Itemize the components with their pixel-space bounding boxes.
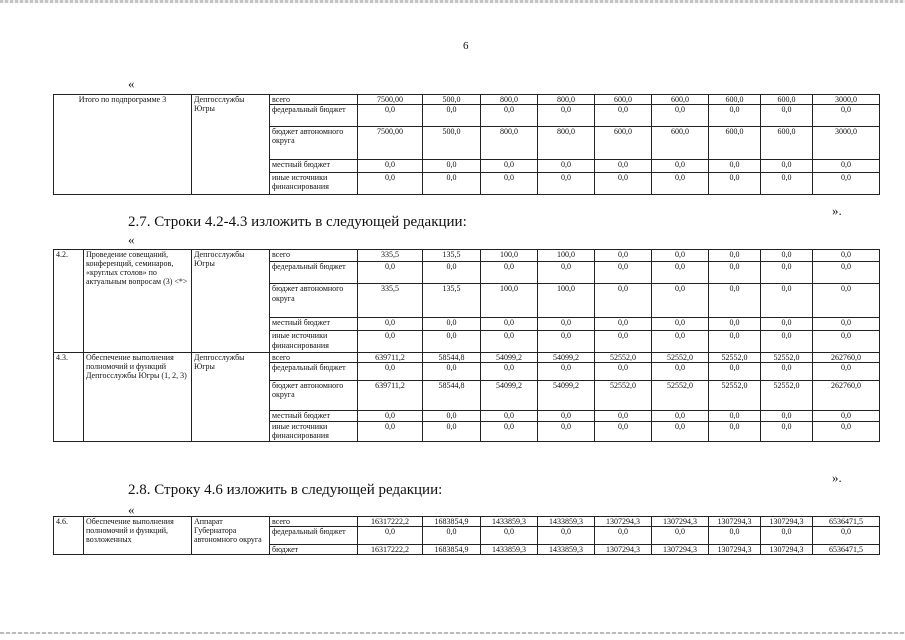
heading-2-7: 2.7. Строки 4.2-4.3 изложить в следующей редакции:	[128, 214, 467, 230]
scan-edge-top	[0, 0, 905, 3]
value-cell: 0,0	[358, 318, 423, 331]
table-row	[54, 250, 880, 262]
value-cell: 0,0	[481, 363, 538, 381]
funding-source: местный бюджет	[270, 411, 358, 422]
funding-source: федеральный бюджет	[270, 105, 358, 127]
value-cell: 1433859,3	[538, 517, 595, 527]
value-cell: 1307294,3	[709, 517, 761, 527]
value-cell: 0,0	[813, 331, 880, 353]
value-cell: 58544,8	[423, 353, 481, 363]
value-cell: 0,0	[652, 363, 709, 381]
value-cell: 0,0	[652, 331, 709, 353]
value-cell: 0,0	[813, 411, 880, 422]
scan-edge-bottom	[0, 632, 905, 634]
value-cell: 0,0	[595, 363, 652, 381]
value-cell: 0,0	[652, 527, 709, 545]
value-cell: 0,0	[761, 173, 813, 195]
value-cell: 0,0	[358, 422, 423, 442]
value-cell: 0,0	[709, 331, 761, 353]
value-cell: 0,0	[595, 173, 652, 195]
value-cell: 0,0	[709, 262, 761, 284]
value-cell: 0,0	[423, 173, 481, 195]
funding-source: иные источники финансирования	[270, 422, 358, 442]
funding-source: местный бюджет	[270, 160, 358, 173]
value-cell: 0,0	[709, 318, 761, 331]
value-cell: 1307294,3	[652, 517, 709, 527]
value-cell: 500,0	[423, 127, 481, 160]
value-cell: 0,0	[538, 363, 595, 381]
row-executor: Депгосслужбы Югры	[192, 353, 270, 442]
funding-source: местный бюджет	[270, 318, 358, 331]
value-cell: 0,0	[813, 105, 880, 127]
value-cell: 1307294,3	[709, 545, 761, 555]
value-cell: 100,0	[538, 284, 595, 318]
funding-source: бюджет автономного округа	[270, 284, 358, 318]
value-cell: 0,0	[481, 173, 538, 195]
quote-close-1: ».	[832, 203, 842, 218]
value-cell: 0,0	[652, 411, 709, 422]
value-cell: 0,0	[761, 160, 813, 173]
value-cell: 0,0	[481, 422, 538, 442]
value-cell: 0,0	[358, 262, 423, 284]
value-cell: 0,0	[709, 105, 761, 127]
funding-source: бюджет автономного округа	[270, 381, 358, 411]
value-cell: 600,0	[709, 127, 761, 160]
value-cell: 0,0	[423, 318, 481, 331]
value-cell: 100,0	[538, 250, 595, 262]
table-row	[54, 517, 880, 527]
value-cell: 0,0	[423, 262, 481, 284]
value-cell: 52552,0	[761, 353, 813, 363]
row-number: 4.2.	[54, 250, 84, 353]
value-cell: 0,0	[813, 527, 880, 545]
value-cell: 0,0	[652, 105, 709, 127]
value-cell: 0,0	[652, 318, 709, 331]
value-cell: 52552,0	[761, 381, 813, 411]
row-name: Итого по подпрограмме 3	[54, 95, 192, 195]
row-number: 4.6.	[54, 517, 84, 555]
value-cell: 0,0	[358, 411, 423, 422]
value-cell: 600,0	[652, 127, 709, 160]
value-cell: 0,0	[595, 331, 652, 353]
value-cell: 0,0	[481, 331, 538, 353]
value-cell: 0,0	[595, 411, 652, 422]
value-cell: 1433859,3	[481, 517, 538, 527]
value-cell: 600,0	[709, 95, 761, 105]
value-cell: 0,0	[652, 250, 709, 262]
value-cell: 0,0	[423, 160, 481, 173]
value-cell: 100,0	[481, 284, 538, 318]
value-cell: 0,0	[813, 422, 880, 442]
value-cell: 1433859,3	[538, 545, 595, 555]
funding-source: федеральный бюджет	[270, 262, 358, 284]
value-cell: 3000,0	[813, 95, 880, 105]
value-cell: 0,0	[423, 331, 481, 353]
value-cell: 1683854,9	[423, 545, 481, 555]
value-cell: 0,0	[813, 173, 880, 195]
value-cell: 0,0	[538, 262, 595, 284]
funding-source: бюджет автономного округа	[270, 127, 358, 160]
funding-source: иные источники финансирования	[270, 173, 358, 195]
value-cell: 262760,0	[813, 381, 880, 411]
value-cell: 100,0	[481, 250, 538, 262]
row-number: 4.3.	[54, 353, 84, 442]
value-cell: 0,0	[423, 105, 481, 127]
value-cell: 0,0	[761, 318, 813, 331]
value-cell: 800,0	[538, 127, 595, 160]
value-cell: 3000,0	[813, 127, 880, 160]
value-cell: 1307294,3	[761, 517, 813, 527]
value-cell: 52552,0	[595, 353, 652, 363]
value-cell: 52552,0	[709, 381, 761, 411]
value-cell: 6536471,5	[813, 545, 880, 555]
quote-close-2: ».	[832, 470, 842, 485]
value-cell: 0,0	[358, 363, 423, 381]
value-cell: 0,0	[709, 527, 761, 545]
funding-source: всего	[270, 95, 358, 105]
value-cell: 0,0	[358, 173, 423, 195]
page-number: 6	[463, 40, 469, 52]
value-cell: 0,0	[709, 363, 761, 381]
value-cell: 0,0	[595, 318, 652, 331]
row-name: Проведение совещаний, конференций, семинаров, «круглых столов» по актуальным вопросам (3) <*>	[84, 250, 192, 353]
value-cell: 0,0	[481, 160, 538, 173]
value-cell: 0,0	[761, 331, 813, 353]
value-cell: 0,0	[538, 318, 595, 331]
value-cell: 0,0	[358, 527, 423, 545]
row-executor: Аппарат Губернатора автономного округа	[192, 517, 270, 555]
funding-source: федеральный бюджет	[270, 363, 358, 381]
value-cell: 0,0	[761, 422, 813, 442]
value-cell: 0,0	[813, 318, 880, 331]
value-cell: 0,0	[358, 331, 423, 353]
quote-open-2: «	[128, 232, 135, 247]
value-cell: 262760,0	[813, 353, 880, 363]
value-cell: 0,0	[595, 250, 652, 262]
value-cell: 0,0	[481, 105, 538, 127]
value-cell: 0,0	[761, 105, 813, 127]
value-cell: 135,5	[423, 284, 481, 318]
value-cell: 0,0	[761, 262, 813, 284]
value-cell: 0,0	[813, 160, 880, 173]
value-cell: 0,0	[652, 160, 709, 173]
value-cell: 54099,2	[481, 381, 538, 411]
value-cell: 500,0	[423, 95, 481, 105]
heading-2-8: 2.8. Строку 4.6 изложить в следующей редакции:	[128, 482, 443, 498]
value-cell: 7500,00	[358, 127, 423, 160]
value-cell: 800,0	[481, 127, 538, 160]
funding-source: бюджет	[270, 545, 358, 555]
value-cell: 0,0	[595, 160, 652, 173]
value-cell: 0,0	[358, 105, 423, 127]
value-cell: 7500,00	[358, 95, 423, 105]
value-cell: 0,0	[813, 363, 880, 381]
value-cell: 52552,0	[652, 353, 709, 363]
row-executor: Депгосслужбы Югры	[192, 95, 270, 195]
value-cell: 600,0	[595, 127, 652, 160]
value-cell: 0,0	[595, 262, 652, 284]
value-cell: 0,0	[595, 422, 652, 442]
value-cell: 52552,0	[709, 353, 761, 363]
value-cell: 1307294,3	[761, 545, 813, 555]
value-cell: 0,0	[761, 411, 813, 422]
value-cell: 1433859,3	[481, 545, 538, 555]
value-cell: 0,0	[538, 422, 595, 442]
value-cell: 0,0	[538, 527, 595, 545]
value-cell: 0,0	[595, 284, 652, 318]
value-cell: 1683854,9	[423, 517, 481, 527]
value-cell: 639711,2	[358, 381, 423, 411]
value-cell: 0,0	[761, 284, 813, 318]
quote-open-1: «	[128, 76, 135, 91]
value-cell: 800,0	[481, 95, 538, 105]
value-cell: 0,0	[538, 173, 595, 195]
value-cell: 0,0	[481, 527, 538, 545]
funding-source: федеральный бюджет	[270, 527, 358, 545]
value-cell: 335,5	[358, 284, 423, 318]
funding-source: иные источники финансирования	[270, 331, 358, 353]
value-cell: 1307294,3	[652, 545, 709, 555]
value-cell: 0,0	[595, 105, 652, 127]
table-row	[54, 353, 880, 363]
value-cell: 0,0	[423, 363, 481, 381]
table-row	[54, 95, 880, 105]
table-row-4-6	[53, 516, 880, 555]
value-cell: 0,0	[709, 284, 761, 318]
value-cell: 0,0	[538, 331, 595, 353]
value-cell: 58544,8	[423, 381, 481, 411]
value-cell: 0,0	[538, 105, 595, 127]
value-cell: 0,0	[761, 363, 813, 381]
value-cell: 0,0	[813, 250, 880, 262]
value-cell: 0,0	[358, 160, 423, 173]
value-cell: 0,0	[652, 284, 709, 318]
value-cell: 54099,2	[538, 381, 595, 411]
value-cell: 600,0	[595, 95, 652, 105]
value-cell: 0,0	[652, 262, 709, 284]
value-cell: 0,0	[813, 262, 880, 284]
value-cell: 1307294,3	[595, 517, 652, 527]
table-rows-4-2-4-3	[53, 249, 880, 442]
value-cell: 0,0	[538, 160, 595, 173]
value-cell: 54099,2	[538, 353, 595, 363]
value-cell: 0,0	[423, 411, 481, 422]
value-cell: 0,0	[652, 173, 709, 195]
value-cell: 0,0	[652, 422, 709, 442]
funding-source: всего	[270, 353, 358, 363]
value-cell: 639711,2	[358, 353, 423, 363]
value-cell: 0,0	[481, 318, 538, 331]
value-cell: 0,0	[813, 284, 880, 318]
value-cell: 54099,2	[481, 353, 538, 363]
value-cell: 0,0	[709, 173, 761, 195]
value-cell: 16317222,2	[358, 517, 423, 527]
row-name: Обеспечение выполнения полномочий и функций, возложенных	[84, 517, 192, 555]
value-cell: 600,0	[761, 95, 813, 105]
value-cell: 335,5	[358, 250, 423, 262]
value-cell: 600,0	[652, 95, 709, 105]
value-cell: 16317222,2	[358, 545, 423, 555]
value-cell: 6536471,5	[813, 517, 880, 527]
value-cell: 0,0	[423, 527, 481, 545]
value-cell: 0,0	[709, 422, 761, 442]
value-cell: 600,0	[761, 127, 813, 160]
value-cell: 0,0	[423, 422, 481, 442]
value-cell: 0,0	[481, 262, 538, 284]
value-cell: 0,0	[538, 411, 595, 422]
value-cell: 52552,0	[595, 381, 652, 411]
row-executor: Депгосслужбы Югры	[192, 250, 270, 353]
table-subprogram-3-total	[53, 94, 880, 195]
value-cell: 1307294,3	[595, 545, 652, 555]
value-cell: 135,5	[423, 250, 481, 262]
value-cell: 52552,0	[652, 381, 709, 411]
value-cell: 0,0	[595, 527, 652, 545]
funding-source: всего	[270, 250, 358, 262]
value-cell: 0,0	[761, 250, 813, 262]
value-cell: 0,0	[709, 160, 761, 173]
row-name: Обеспечение выполнения полномочий и функций Депгосслужбы Югры (1, 2, 3)	[84, 353, 192, 442]
value-cell: 0,0	[761, 527, 813, 545]
quote-open-3: «	[128, 502, 135, 517]
value-cell: 0,0	[481, 411, 538, 422]
value-cell: 800,0	[538, 95, 595, 105]
value-cell: 0,0	[709, 411, 761, 422]
funding-source: всего	[270, 517, 358, 527]
value-cell: 0,0	[709, 250, 761, 262]
